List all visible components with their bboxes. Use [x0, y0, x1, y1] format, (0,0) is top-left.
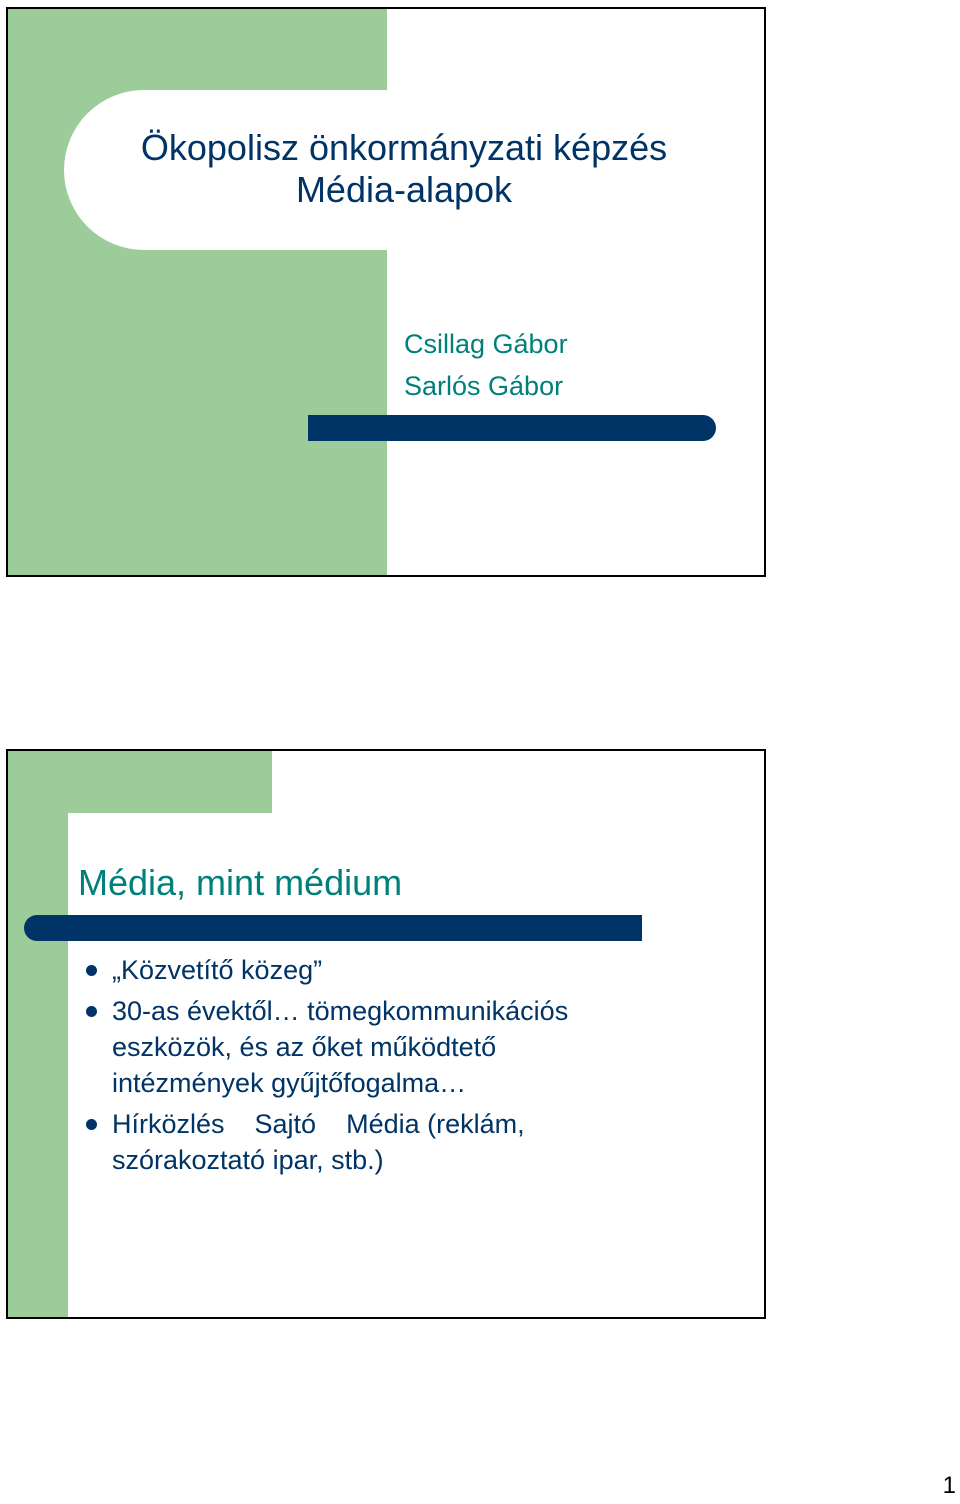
slide-title	[64, 127, 744, 211]
list-item-text: Hírközlés Sajtó Média (reklám, szórakoztató ipar, stb.)	[112, 1109, 533, 1175]
slide-title: Média, mint médium	[78, 862, 403, 903]
bullet-list	[84, 952, 644, 1183]
list-item-text: 30-as évektől… tömegkommunikációs eszközök, és az őket működtető intézmények gyűjtőfogalma…	[112, 996, 569, 1098]
author-1: Csillag Gábor	[404, 329, 568, 359]
list-item	[84, 993, 644, 1101]
bullet-icon	[86, 965, 97, 976]
list-item	[84, 1106, 644, 1178]
slide-1	[6, 7, 766, 577]
list-item-text: „Közvetítő közeg”	[112, 955, 323, 985]
authors	[404, 323, 568, 407]
page-number: 1	[942, 1472, 956, 1499]
green-panel-left	[8, 751, 68, 1319]
author-2: Sarlós Gábor	[404, 371, 564, 401]
bullet-icon	[86, 1006, 97, 1017]
slide-2	[6, 749, 766, 1319]
title-line-1: Ökopolisz önkormányzati képzés	[140, 127, 668, 168]
title-line-2: Média-alapok	[295, 169, 513, 210]
list-item	[84, 952, 644, 988]
accent-bar	[24, 915, 642, 941]
accent-bar	[308, 415, 716, 441]
bullet-icon	[86, 1119, 97, 1130]
